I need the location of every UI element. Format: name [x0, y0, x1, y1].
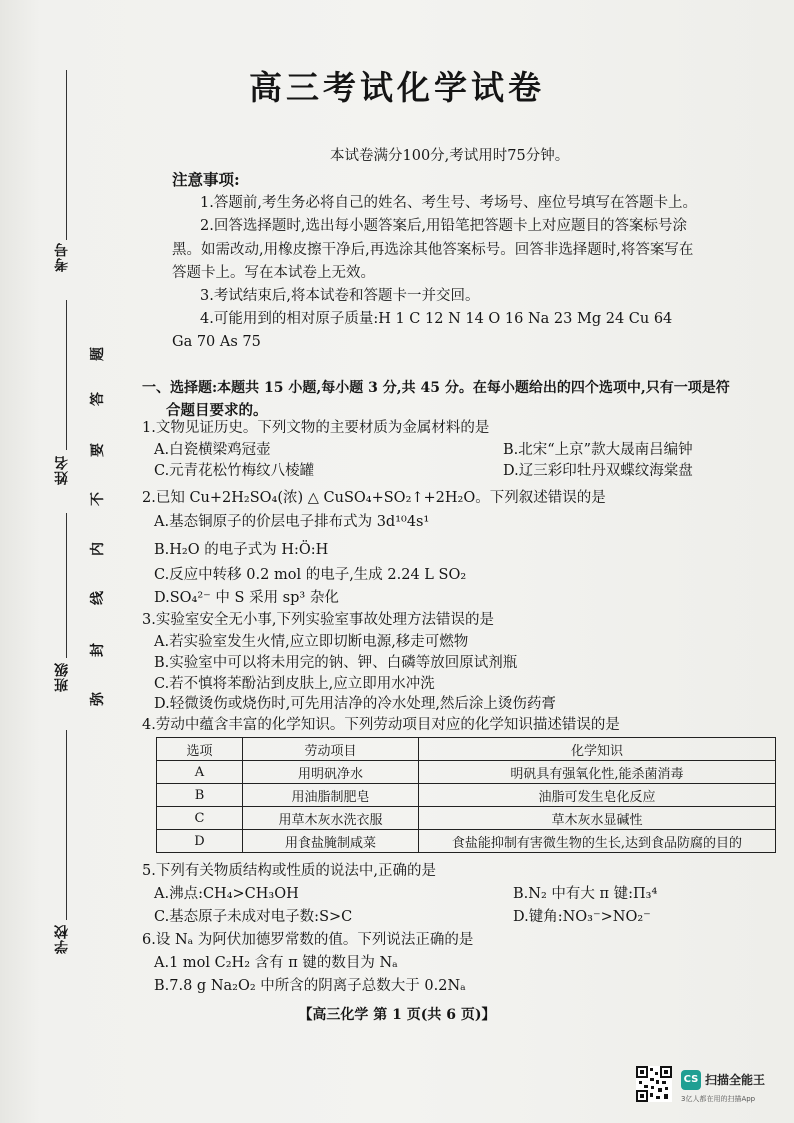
table-cell: C	[157, 807, 243, 830]
seal-char: 要	[90, 443, 106, 457]
table-row	[157, 784, 776, 807]
q5-option-a: A.沸点:CH₄>CH₃OH	[154, 886, 299, 902]
table-cell: 用草木灰水洗衣服	[243, 807, 419, 830]
q4-stem: 4.劳动中蕴含丰富的化学知识。下列劳动项目对应的化学知识描述错误的是	[142, 717, 620, 733]
table-cell: 明矾具有强氧化性,能杀菌消毒	[419, 761, 776, 784]
name-line	[66, 300, 67, 450]
name-label: 姓名	[54, 455, 70, 485]
scanner-logo-icon: CS	[681, 1070, 701, 1090]
table-cell: 用明矾净水	[243, 761, 419, 784]
school-line	[66, 730, 67, 920]
page-footer: 【高三化学 第 1 页(共 6 页)】	[298, 1007, 496, 1023]
table-header-cell: 化学知识	[419, 738, 776, 761]
q3-stem: 3.实验室安全无小事,下列实验室事故处理方法错误的是	[142, 612, 494, 628]
note-2-cont: 黑。如需改动,用橡皮擦干净后,再选涂其他答案标号。回答非选择题时,将答案写在	[172, 242, 694, 258]
q2-option-d: D.SO₄²⁻ 中 S 采用 sp³ 杂化	[154, 590, 339, 606]
table-cell: A	[157, 761, 243, 784]
notes-heading: 注意事项:	[172, 170, 240, 189]
table-row	[157, 830, 776, 853]
q3-option-c: C.若不慎将苯酚沾到皮肤上,应立即用水冲洗	[154, 676, 435, 692]
q5-option-b: B.N₂ 中有大 π 键:Π₃⁴	[513, 886, 658, 902]
q1-option-b: B.北宋“上京”款大晟南吕编钟	[503, 442, 693, 458]
q5-stem: 5.下列有关物质结构或性质的说法中,正确的是	[142, 863, 436, 879]
table-cell: 食盐能抑制有害微生物的生长,达到食品防腐的目的	[419, 830, 776, 853]
q2-stem: 2.已知 Cu+2H₂SO₄(浓) △ CuSO₄+SO₂↑+2H₂O。下列叙述错误的是	[142, 490, 606, 506]
qr-code-icon	[636, 1066, 672, 1102]
section-heading-cont: 合题目要求的。	[166, 402, 268, 419]
q1-stem: 1.文物见证历史。下列文物的主要材质为金属材料的是	[142, 420, 490, 436]
table-cell: 用食盐腌制咸菜	[243, 830, 419, 853]
school-label: 学校	[54, 924, 70, 954]
seal-char: 答	[90, 392, 106, 406]
q1-option-c: C.元青花松竹梅纹八棱罐	[154, 463, 315, 479]
q3-option-d: D.轻微烫伤或烧伤时,可先用洁净的冷水处理,然后涂上烫伤药膏	[154, 696, 556, 712]
seal-char: 弥	[90, 692, 106, 706]
q1-option-d: D.辽三彩印牡丹双蝶纹海棠盘	[503, 463, 693, 479]
q4-table	[156, 737, 776, 853]
table-cell: 草木灰水显碱性	[419, 807, 776, 830]
table-cell: 油脂可发生皂化反应	[419, 784, 776, 807]
q6-option-b: B.7.8 g Na₂O₂ 中所含的阴离子总数大于 0.2Nₐ	[154, 978, 466, 994]
note-1: 1.答题前,考生务必将自己的姓名、考生号、考场号、座位号填写在答题卡上。	[200, 195, 697, 211]
table-header-row	[157, 738, 776, 761]
q5-option-d: D.键角:NO₃⁻>NO₂⁻	[513, 909, 651, 925]
seal-char: 不	[90, 492, 106, 506]
seal-char: 内	[90, 542, 106, 556]
table-cell: B	[157, 784, 243, 807]
q6-stem: 6.设 Nₐ 为阿伏加德罗常数的值。下列说法正确的是	[142, 932, 474, 948]
note-2: 2.回答选择题时,选出每小题答案后,用铅笔把答题卡上对应题目的答案标号涂	[200, 218, 688, 234]
class-line	[66, 513, 67, 658]
section-heading: 一、选择题:本题共 15 小题,每小题 3 分,共 45 分。在每小题给出的四个选项中,只有一项是符	[142, 380, 730, 396]
table-cell: D	[157, 830, 243, 853]
q2-option-a: A.基态铜原子的价层电子排布式为 3d¹⁰4s¹	[154, 514, 430, 530]
q3-option-a: A.若实验室发生火情,应立即切断电源,移走可燃物	[154, 634, 469, 650]
table-header-cell: 选项	[157, 738, 243, 761]
table-cell: 用油脂制肥皂	[243, 784, 419, 807]
note-4-cont: Ga 70 As 75	[172, 334, 261, 350]
seal-char: 封	[90, 643, 106, 657]
note-2-cont: 答题卡上。写在本试卷上无效。	[172, 265, 375, 281]
table-header-cell: 劳动项目	[243, 738, 419, 761]
scanner-app-name: 扫描全能王	[705, 1073, 766, 1087]
q1-option-a: A.白瓷横梁鸡冠壶	[154, 442, 271, 458]
q2-option-c: C.反应中转移 0.2 mol 的电子,生成 2.24 L SO₂	[154, 567, 467, 583]
q3-option-b: B.实验室中可以将未用完的钠、钾、白磷等放回原试剂瓶	[154, 655, 518, 671]
table-row	[157, 761, 776, 784]
class-label: 班级	[54, 662, 70, 692]
note-4: 4.可能用到的相对原子质量:H 1 C 12 N 14 O 16 Na 23 Mg 24 Cu 64	[200, 311, 673, 327]
q5-option-c: C.基态原子未成对电子数:S>C	[154, 909, 353, 925]
table-row	[157, 807, 776, 830]
exam-no-label: 考号	[54, 242, 70, 272]
q2-option-b: B.H₂O 的电子式为 H:Ö:H	[154, 542, 329, 558]
exam-intro: 本试卷满分100分,考试用时75分钟。	[330, 148, 570, 164]
seal-char: 题	[90, 347, 106, 361]
q6-option-a: A.1 mol C₂H₂ 含有 π 键的数目为 Nₐ	[154, 955, 398, 971]
seal-char: 线	[90, 591, 106, 605]
exam-title: 高三考试化学试卷	[249, 68, 545, 107]
scanner-tagline: 3亿人都在用的扫描App	[681, 1095, 756, 1103]
note-3: 3.考试结束后,将本试卷和答题卡一并交回。	[200, 288, 480, 304]
